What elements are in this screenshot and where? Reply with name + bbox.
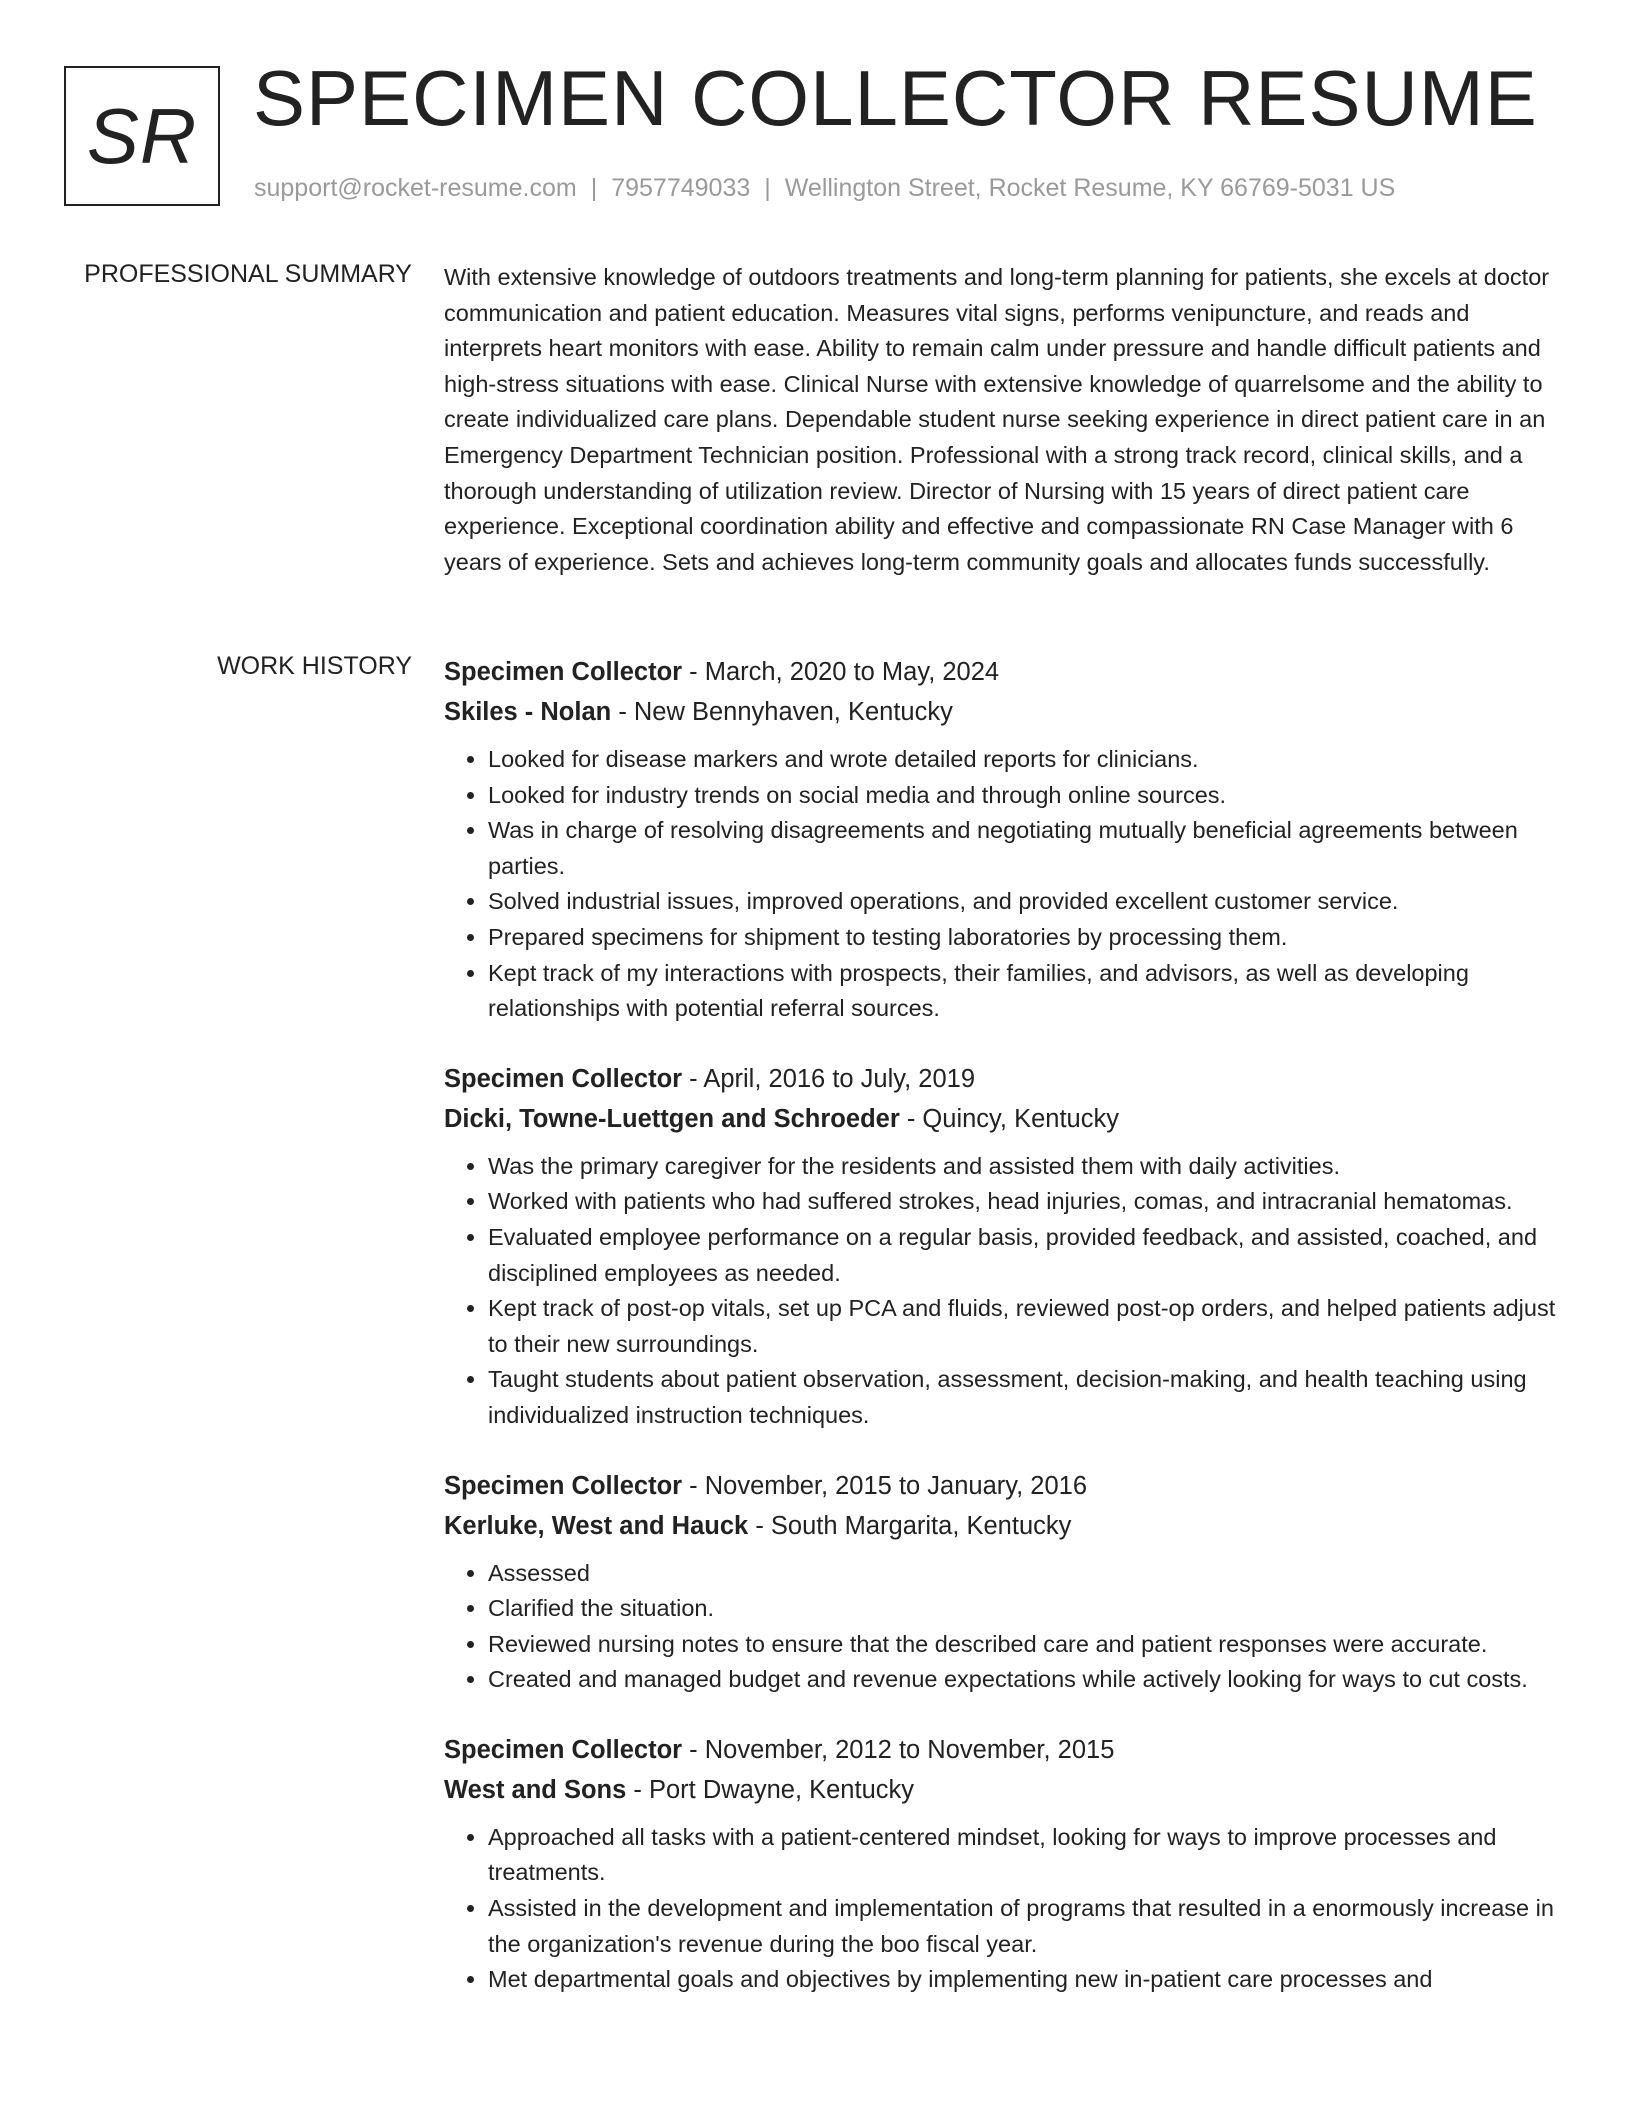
job-bullet-list [444, 1149, 1556, 1434]
job-entry [444, 1466, 1556, 1698]
job-location: - South Margarita, Kentucky [748, 1511, 1072, 1540]
job-bullet: • Prepared specimens for shipment to testing laboratories by processing them. [488, 920, 1556, 956]
job-location: - Port Dwayne, Kentucky [626, 1775, 915, 1804]
job-dates: - April, 2016 to July, 2019 [682, 1064, 976, 1093]
job-company: Dicki, Towne-Luettgen and Schroeder [444, 1104, 900, 1133]
job-bullet: • Was the primary caregiver for the residents and assisted them with daily activities. [488, 1149, 1556, 1185]
contact-address: Wellington Street, Rocket Resume, KY 66769-5031 US [784, 174, 1396, 202]
summary-heading: PROFESSIONAL SUMMARY [84, 260, 412, 288]
job-list [444, 652, 1556, 2030]
job-location: - New Bennyhaven, Kentucky [611, 698, 953, 726]
job-bullet: • Clarified the situation. [488, 1591, 1556, 1627]
contact-email[interactable]: support@rocket-resume.com [254, 174, 577, 202]
job-company: Skiles - Nolan [444, 698, 612, 726]
job-bullet: • Was in charge of resolving disagreements and negotiating mutually beneficial agreements between parties. [488, 813, 1556, 884]
job-title-line [444, 1730, 1556, 1770]
job-bullet: • Looked for industry trends on social media and through online sources. [488, 778, 1556, 814]
job-entry [444, 1059, 1556, 1434]
job-bullet: • Assessed [488, 1556, 1556, 1592]
job-title: Specimen Collector [444, 1735, 683, 1764]
contact-separator: | [764, 174, 771, 202]
job-bullet: • Met departmental goals and objectives by implementing new in-patient care processes and [488, 1962, 1556, 1998]
contact-phone[interactable]: 7957749033 [611, 174, 751, 202]
job-bullet: • Looked for disease markers and wrote detailed reports for clinicians. [488, 742, 1556, 778]
job-bullet: • Approached all tasks with a patient-centered mindset, looking for ways to improve processes and treatments. [488, 1820, 1556, 1891]
job-title-line [444, 652, 1556, 692]
job-bullet: • Kept track of my interactions with prospects, their families, and advisors, as well as developing relationships with potential referral sources. [488, 956, 1556, 1027]
job-company-line [444, 1506, 1556, 1546]
contact-line [254, 174, 1395, 203]
job-dates: - March, 2020 to May, 2024 [682, 658, 1000, 686]
job-bullet: • Created and managed budget and revenue expectations while actively looking for ways to cut costs. [488, 1662, 1556, 1698]
job-dates: - November, 2012 to November, 2015 [682, 1735, 1115, 1764]
job-company-line [444, 1099, 1556, 1139]
job-dates: - November, 2015 to January, 2016 [682, 1471, 1088, 1500]
job-title: Specimen Collector [444, 1471, 683, 1500]
job-title: Specimen Collector [444, 658, 683, 686]
summary-text: With extensive knowledge of outdoors treatments and long-term planning for patients, she excels at doctor communication and patient education. Measures vital signs, performs venipuncture, and reads and interprets heart monitors with ease. Ability to remain calm under pressure and handle difficult patients and high-stress situations with ease. Clinical Nurse with extensive knowledge of quarrelsome and the ability to create individualized care plans. Dependable student nurse seeking experience in direct patient care in an Emergency Department Technician position. Professional with a strong track record, clinical skills, and a thorough understanding of utilization review. Director of Nursing with 15 years of direct patient care experience. Exceptional coordination ability and effective and compassionate RN Case Manager with 6 years of experience. Sets and achieves long-term community goals and allocates funds successfully. [444, 264, 1550, 575]
job-entry [444, 1730, 1556, 1998]
job-company-line [444, 1770, 1556, 1810]
job-bullet-list [444, 1556, 1556, 1698]
job-bullet: • Solved industrial issues, improved operations, and provided excellent customer service. [488, 884, 1556, 920]
job-company-line [444, 692, 1556, 732]
job-bullet: • Taught students about patient observation, assessment, decision-making, and health teaching using individualized instruction techniques. [488, 1362, 1556, 1433]
job-bullet: • Evaluated employee performance on a regular basis, provided feedback, and assisted, coached, and disciplined employees as needed. [488, 1220, 1556, 1291]
monogram-logo: SR [64, 66, 220, 206]
contact-separator: | [590, 174, 598, 202]
job-company: West and Sons [444, 1775, 627, 1804]
job-bullet: • Reviewed nursing notes to ensure that the described care and patient responses were accurate. [488, 1627, 1556, 1663]
job-bullet-list [444, 1820, 1556, 1998]
job-location: - Quincy, Kentucky [899, 1104, 1119, 1133]
job-bullet: • Assisted in the development and implementation of programs that resulted in a enormously increase in the organization's revenue during the boo fiscal year. [488, 1891, 1556, 1962]
work-history-heading: WORK HISTORY [217, 652, 412, 680]
job-entry [444, 652, 1556, 1027]
job-bullet: • Kept track of post-op vitals, set up PCA and fluids, reviewed post-op orders, and helped patients adjust to their new surroundings. [488, 1291, 1556, 1362]
job-bullet-list [444, 742, 1556, 1027]
job-bullet: • Worked with patients who had suffered strokes, head injuries, comas, and intracranial hematomas. [488, 1184, 1556, 1220]
job-title-line [444, 1466, 1556, 1506]
resume-title: SPECIMEN COLLECTOR RESUME [253, 54, 1538, 142]
job-title-line [444, 1059, 1556, 1099]
job-company: Kerluke, West and Hauck [444, 1511, 749, 1540]
job-title: Specimen Collector [444, 1064, 683, 1093]
